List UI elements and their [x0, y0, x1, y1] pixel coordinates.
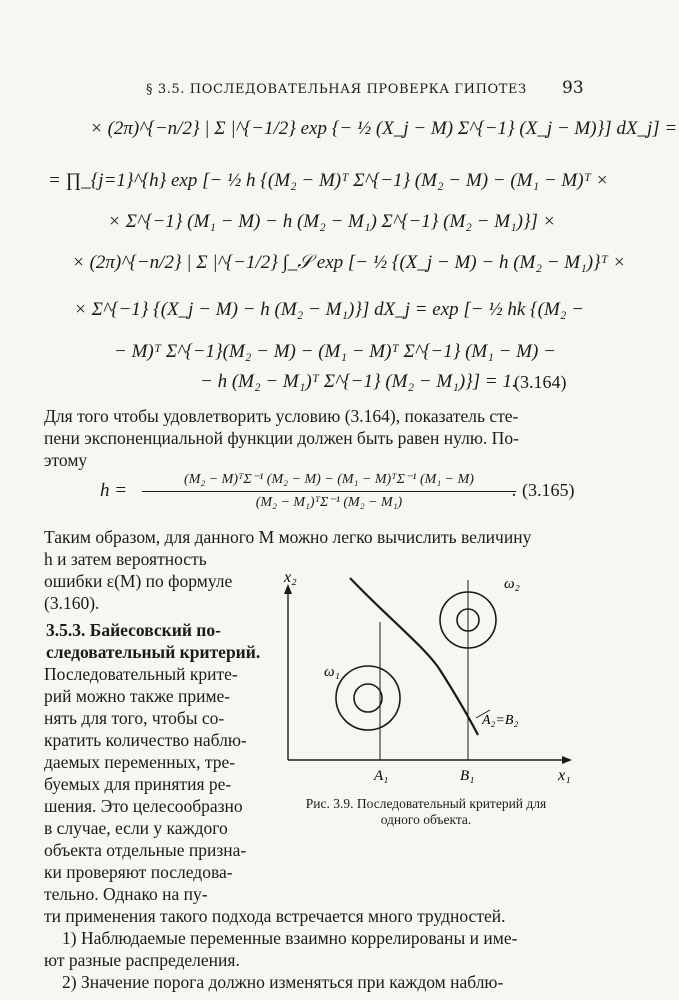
body-line: 2) Значение порога должно изменяться при каждом наблю-: [62, 972, 504, 992]
fraction-numerator: (M₂ − M)ᵀΣ⁻¹ (M₂ − M) − (M₁ − M)ᵀΣ⁻¹ (M₁ − M): [184, 472, 474, 487]
paragraph-line: Таким образом, для данного M можно легко вычислить величину: [44, 527, 532, 547]
equation-line: = ∏_{j=1}^{h} exp [− ½ h {(M₂ − M)ᵀ Σ^{−1} (M₂ − M) − (M₁ − M)ᵀ ×: [48, 170, 609, 191]
body-line: нять для того, чтобы со-: [44, 708, 225, 728]
equation-period: .: [512, 480, 517, 501]
body-line: в случае, если у каждого: [44, 818, 228, 838]
y-axis-label: x₂: [284, 569, 297, 586]
body-line: кратить количество наблю-: [44, 730, 247, 750]
body-line: Последовательный крите-: [44, 664, 238, 684]
section-heading: следовательный критерий.: [46, 642, 261, 662]
body-line: ют разные распределения.: [44, 950, 240, 970]
equation-line: × (2π)^{−n/2} | Σ |^{−1/2} exp {− ½ (X_j − M) Σ^{−1} (X_j − M)}] dX_j] =: [90, 118, 678, 139]
caption-line: Рис. 3.9. Последовательный критерий для: [305, 796, 547, 811]
body-line: тельно. Однако на пу-: [44, 884, 208, 904]
class1-inner-contour: [354, 684, 382, 712]
x-axis-arrow-icon: [562, 756, 572, 764]
body-line: рий можно также приме-: [44, 686, 231, 706]
running-header: § 3.5. ПОСЛЕДОВАТЕЛЬНАЯ ПРОВЕРКА ГИПОТЕЗ: [146, 82, 527, 97]
page-number: 93: [562, 78, 584, 98]
equation-line: × Σ^{−1} {(X_j − M) − h (M₂ − M₁)}] dX_j = exp [− ½ hk {(M₂ −: [74, 299, 584, 320]
body-line: 1) Наблюдаемые переменные взаимно коррелированы и име-: [62, 928, 518, 948]
class2-label: ω₂: [504, 576, 520, 592]
paragraph-line: этому: [44, 450, 88, 470]
figure-3-9: [268, 560, 580, 822]
equation-line: × (2π)^{−n/2} | Σ |^{−1/2} ∫_𝒮 exp [− ½ {(X_j − M) − h (M₂ − M₁)}ᵀ ×: [72, 252, 626, 273]
threshold-label-b1: B₁: [460, 768, 475, 784]
body-line: буемых для принятия ре-: [44, 774, 232, 794]
section-heading: 3.5.3. Байесовский по-: [46, 620, 221, 640]
paragraph-line: (3.160).: [44, 593, 100, 613]
body-line: даемых переменных, тре-: [44, 752, 236, 772]
equation-lhs: h =: [100, 480, 128, 501]
figure-caption: [270, 796, 582, 828]
class1-outer-contour: [336, 666, 400, 730]
body-line: объекта отдельные призна-: [44, 840, 247, 860]
body-line: шения. Это целесообразно: [44, 796, 243, 816]
body-line: ти применения такого подхода встречается много трудностей.: [44, 906, 506, 926]
x-axis-label: x₁: [558, 767, 571, 784]
class1-label: ω₁: [324, 664, 340, 680]
fraction-bar: [142, 491, 516, 492]
caption-line: одного объекта.: [380, 812, 472, 827]
body-line: ки проверяют последова-: [44, 862, 233, 882]
paragraph-line: h и затем вероятность: [44, 549, 207, 569]
paragraph-line: ошибки ε(M) по формуле: [44, 571, 233, 591]
equation-number: (3.164): [514, 372, 567, 392]
equation-number: (3.165): [522, 480, 575, 500]
paragraph-line: пени экспоненциальной функции должен быть равен нулю. По-: [44, 428, 519, 448]
paragraph-line: Для того чтобы удовлетворить условию (3.164), показатель сте-: [44, 406, 519, 426]
equation-line: − M)ᵀ Σ^{−1}(M₂ − M) − (M₁ − M)ᵀ Σ^{−1} (M₁ − M) −: [114, 341, 556, 362]
equation-line: × Σ^{−1} (M₁ − M) − h (M₂ − M₁) Σ^{−1} (M₂ − M₁)}] ×: [108, 211, 556, 232]
threshold-label-a1: A₁: [374, 768, 389, 784]
equation-line: − h (M₂ − M₁)ᵀ Σ^{−1} (M₂ − M₁)}] = 1.: [200, 371, 517, 392]
boundary-label: A₂=B₂: [482, 713, 519, 728]
fraction-denominator: (M₂ − M₁)ᵀΣ⁻¹ (M₂ − M₁): [255, 495, 403, 510]
